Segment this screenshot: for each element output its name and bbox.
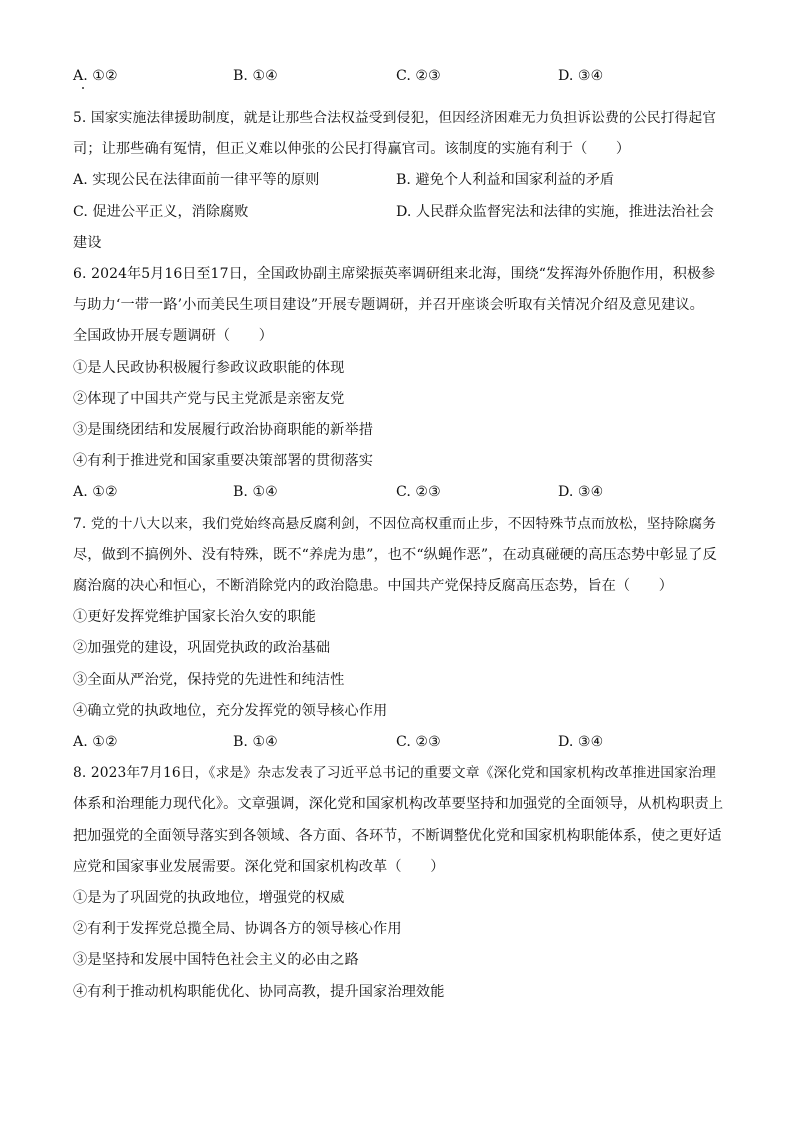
q6-item-4: ④有利于推进党和国家重要决策部署的贯彻落实 <box>73 453 374 469</box>
q6-stem-line-3: 全国政协开展专题调研（ ） <box>73 328 274 344</box>
q6-item-3: ③是围绕团结和发展履行政治协商职能的新举措 <box>73 422 374 438</box>
q8-item-1: ①是为了巩固党的执政地位，增强党的权威 <box>73 890 345 906</box>
q7-option-d: D. ③④ <box>558 734 604 750</box>
q6-option-a: A. ①② <box>73 484 118 500</box>
q4-option-d: D. ③④ <box>558 68 604 84</box>
q5-option-b: B. 避免个人利益和国家利益的矛盾 <box>396 172 615 188</box>
q8-stem-line-3: 把加强党的全面领导落实到各领域、各方面、各环节，不断调整优化党和国家机构职能体系，使之更好适 <box>73 828 722 844</box>
q5-stem-line-1: 5. 国家实施法律援助制度，就是让那些合法权益受到侵犯，但因经济困难无力负担诉讼费的公民打得起官 <box>73 110 717 126</box>
q4-option-b: B. ①④ <box>233 68 278 84</box>
q8-stem-line-1: 8. 2023年7月16日，《求是》杂志发表了习近平总书记的重要文章《深化党和国家机构改革推进国家治理 <box>73 765 716 781</box>
q8-stem-line-4: 应党和国家事业发展需要。深化党和国家机构改革（ ） <box>73 859 445 875</box>
q6-stem-line-2: 与助力‘一带一路’小而美民生项目建设”开展专题调研，并召开座谈会听取有关情况介绍及意见建议。 <box>73 297 704 313</box>
q5-option-d: D. 人民群众监督宪法和法律的实施，推进法治社会 <box>396 204 714 220</box>
q7-item-4: ④确立党的执政地位，充分发挥党的领导核心作用 <box>73 703 388 719</box>
q4-option-c: C. ②③ <box>396 68 441 84</box>
q6-option-b: B. ①④ <box>233 484 278 500</box>
q6-item-2: ②体现了中国共产党与民主党派是亲密友党 <box>73 391 345 407</box>
q6-stem-line-1: 6. 2024年5月16日至17日，全国政协副主席梁振英率调研组来北海，围绕“发挥海外侨胞作用，积极参 <box>73 266 716 282</box>
q7-item-2: ②加强党的建设，巩固党执政的政治基础 <box>73 640 331 656</box>
q8-item-3: ③是坚持和发展中国特色社会主义的必由之路 <box>73 952 359 968</box>
q7-item-3: ③全面从严治党，保持党的先进性和纯洁性 <box>73 672 345 688</box>
q6-option-d: D. ③④ <box>558 484 604 500</box>
q7-item-1: ①更好发挥党维护国家长治久安的职能 <box>73 609 316 625</box>
q4-option-a: A. ①② <box>73 68 118 84</box>
q5-option-d-wrap: 建设 <box>73 235 102 251</box>
q5-stem-line-2: 司；让那些确有冤情，但正义难以伸张的公民打得赢官司。该制度的实施有利于（ ） <box>73 141 631 157</box>
q8-item-2: ②有利于发挥党总揽全局、协调各方的领导核心作用 <box>73 921 402 937</box>
q7-option-a: A. ①② <box>73 734 118 750</box>
q7-option-c: C. ②③ <box>396 734 441 750</box>
q5-option-c: C. 促进公平正义，消除腐败 <box>73 204 249 220</box>
q8-item-4: ④有利于推动机构职能优化、协同高教，提升国家治理效能 <box>73 984 445 1000</box>
q7-stem-line-1: 7. 党的十八大以来，我们党始终高悬反腐利剑，不因位高权重而止步，不因特殊节点而放松，坚持除腐务 <box>73 516 717 532</box>
q8-stem-line-2: 体系和治理能力现代化》。文章强调，深化党和国家机构改革要坚持和加强党的全面领导，从机构职责上 <box>73 796 724 812</box>
q6-item-1: ①是人民政协积极履行参政议政职能的体现 <box>73 360 345 376</box>
stray-dot <box>82 87 84 89</box>
q7-option-b: B. ①④ <box>233 734 278 750</box>
q6-option-c: C. ②③ <box>396 484 441 500</box>
q7-stem-line-2: 尽，做到不搞例外、没有特殊，既不“养虎为患”，也不“纵蝇作恶”，在动真碰硬的高压态势中彰显了反 <box>73 547 717 563</box>
q5-option-a: A. 实现公民在法律面前一律平等的原则 <box>73 172 320 188</box>
q7-stem-line-3: 腐治腐的决心和恒心，不断消除党内的政治隐患。中国共产党保持反腐高压态势，旨在（ ） <box>73 578 674 594</box>
